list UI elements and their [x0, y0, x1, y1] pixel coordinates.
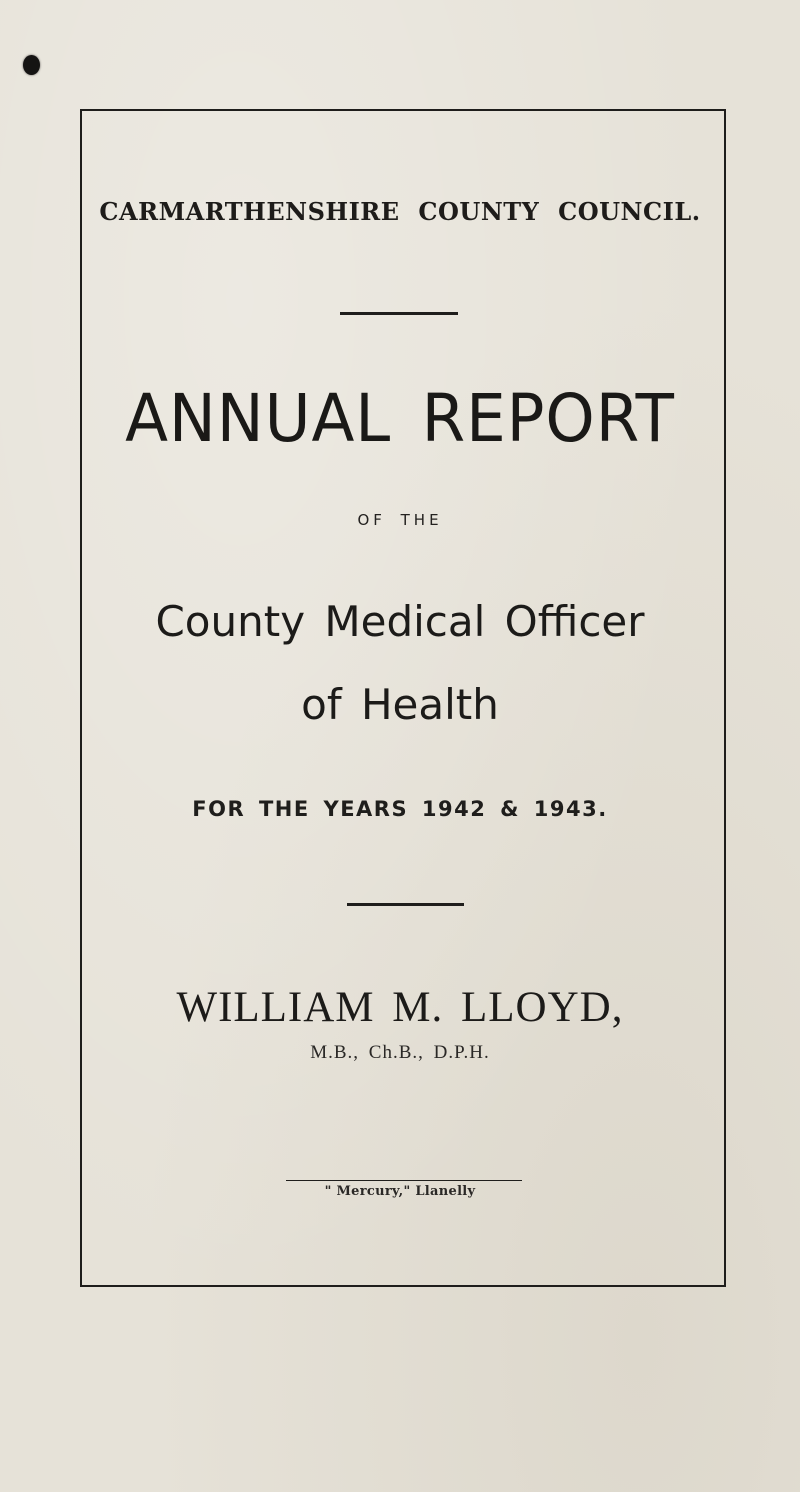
middle-divider-rule [347, 903, 464, 906]
printer-imprint: " Mercury," Llanelly [324, 1184, 476, 1199]
council-heading: CARMARTHENSHIRE COUNTY COUNCIL. [99, 197, 701, 226]
of-the-label: OF THE [357, 511, 443, 529]
report-title: ANNUAL REPORT [125, 380, 675, 457]
subtitle-line-1: County Medical Officer [155, 597, 645, 646]
top-divider-rule [340, 312, 458, 315]
author-name: WILLIAM M. LLOYD, [176, 984, 624, 1031]
punch-hole [23, 55, 40, 75]
printer-divider-rule [286, 1180, 522, 1181]
report-years: FOR THE YEARS 1942 & 1943. [192, 797, 608, 821]
author-degrees: M.B., Ch.B., D.P.H. [310, 1042, 490, 1063]
subtitle-line-2: of Health [301, 680, 499, 729]
